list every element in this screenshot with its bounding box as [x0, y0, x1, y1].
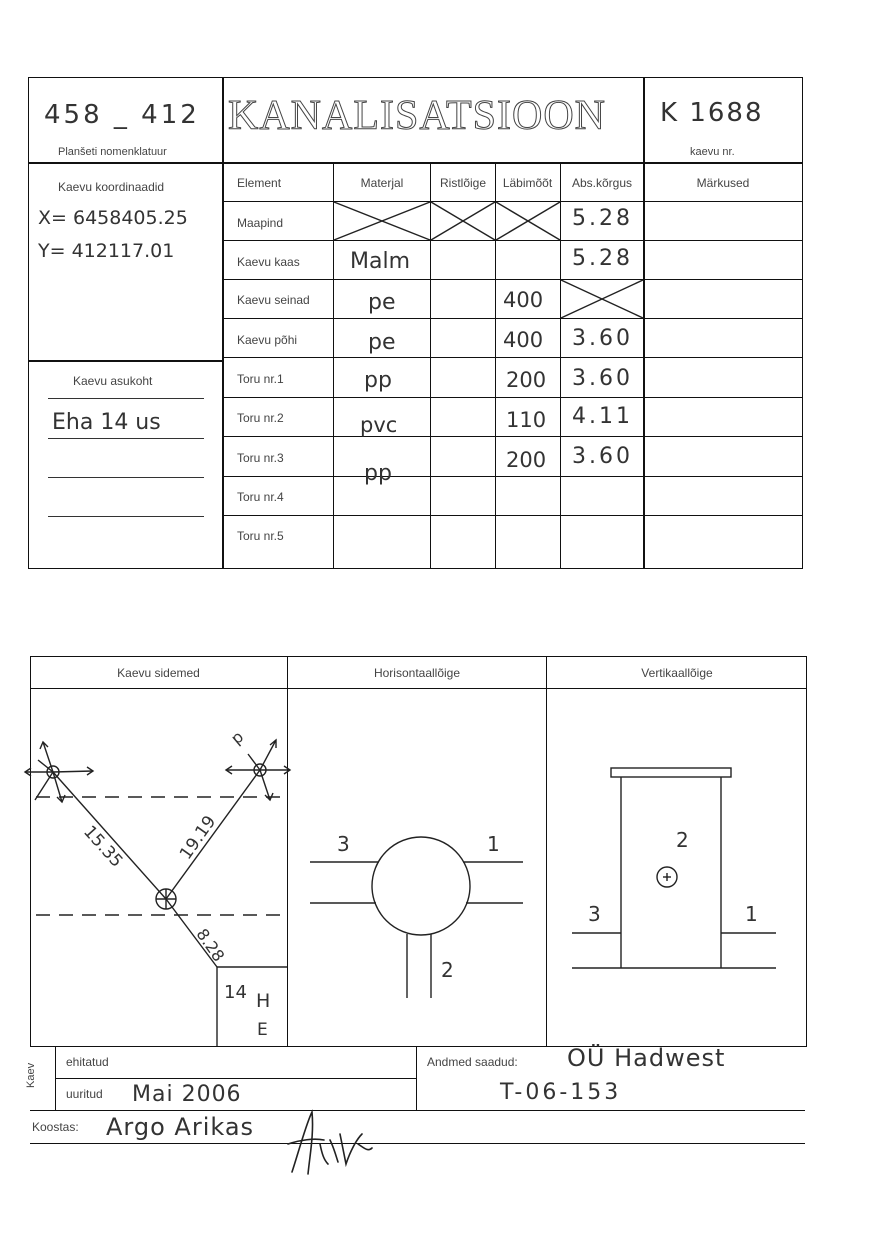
cell-abs: 5.28 — [572, 206, 633, 231]
panel-title-connections: Kaevu sidemed — [117, 666, 200, 680]
col-header-ristloige: Ristlõige — [439, 176, 487, 190]
building-letter: H — [256, 990, 271, 1012]
coord-x: X= 6458405.25 — [38, 207, 188, 229]
cell-labimoot: 400 — [503, 288, 544, 312]
cell-abs: 3.60 — [572, 444, 633, 469]
col-header-element: Element — [237, 176, 282, 190]
cell-labimoot: 200 — [506, 368, 547, 392]
dimension-label: 15.35 — [79, 822, 127, 872]
cell-materjal: pe — [368, 290, 396, 315]
row-element: Toru nr.3 — [237, 451, 284, 465]
well-number-value: K 1688 — [660, 98, 764, 128]
north-letter: p — [227, 726, 248, 749]
footer-data-source: OÜ Hadwest — [567, 1044, 726, 1072]
col-header-labimoot: Läbimõõt — [502, 176, 553, 190]
coord-y: Y= 412117.01 — [38, 240, 175, 262]
cell-abs: 4.11 — [572, 404, 633, 429]
row-element: Maapind — [237, 216, 284, 230]
footer-data-code: T-06-153 — [500, 1080, 622, 1105]
building-letter: E — [257, 1020, 268, 1040]
col-header-markused: Märkused — [696, 176, 750, 190]
building-number: 14 — [224, 982, 247, 1003]
row-element: Toru nr.1 — [237, 372, 284, 386]
pipe-label: 2 — [441, 958, 454, 982]
row-element: Toru nr.4 — [237, 490, 284, 504]
footer-surveyed-value: Mai 2006 — [132, 1082, 242, 1107]
pipe-label: 3 — [337, 832, 350, 856]
form-title: KANALISATSIOON — [228, 93, 606, 139]
row-element: Kaevu põhi — [237, 333, 298, 347]
footer-surveyed-label: uuritud — [66, 1087, 103, 1101]
footer-built-label: ehitatud — [66, 1055, 109, 1069]
col-header-abs: Abs.kõrgus — [571, 176, 633, 190]
row-element: Kaevu seinad — [237, 293, 310, 307]
cell-materjal: pp — [364, 461, 392, 486]
col-header-materjal: Materjal — [360, 176, 404, 190]
panel-title-horizontal: Horisontaallõige — [373, 666, 461, 680]
well-number-label: kaevu nr. — [690, 146, 735, 158]
nomenclature-value: 458 _ 412 — [44, 100, 200, 130]
cell-abs: 3.60 — [572, 366, 633, 391]
cell-materjal: pp — [364, 368, 392, 393]
footer-side-label: Kaev — [25, 1062, 37, 1088]
nomenclature-label: Planšeti nomenklatuur — [58, 146, 167, 158]
dimension-label: 19.19 — [176, 812, 221, 864]
footer-compiled-label: Koostas: — [32, 1120, 79, 1134]
cell-labimoot: 200 — [506, 448, 547, 472]
pipe-label: 2 — [676, 828, 689, 852]
coordinates-label: Kaevu koordinaadid — [58, 180, 165, 194]
row-element: Toru nr.5 — [237, 529, 284, 543]
location-value: Eha 14 us — [52, 410, 161, 435]
panel-title-vertical: Vertikaallõige — [641, 666, 713, 680]
cell-abs: 3.60 — [572, 326, 633, 351]
footer-compiled-value: Argo Arikas — [106, 1113, 255, 1141]
pipe-label: 1 — [487, 832, 500, 856]
cell-abs: 5.28 — [572, 246, 633, 271]
signature — [280, 1104, 390, 1184]
row-element: Toru nr.2 — [237, 411, 284, 425]
cell-labimoot: 110 — [506, 408, 547, 432]
pipe-label: 1 — [745, 902, 758, 926]
footer-data-label: Andmed saadud: — [427, 1055, 518, 1069]
cell-materjal: pvc — [360, 413, 398, 437]
dimension-label: 8.28 — [192, 925, 229, 966]
cell-materjal: pe — [368, 330, 396, 355]
row-element: Kaevu kaas — [237, 255, 300, 269]
cell-labimoot: 400 — [503, 328, 544, 352]
cell-materjal: Malm — [350, 249, 411, 274]
pipe-label: 3 — [588, 902, 601, 926]
location-label: Kaevu asukoht — [73, 374, 153, 388]
